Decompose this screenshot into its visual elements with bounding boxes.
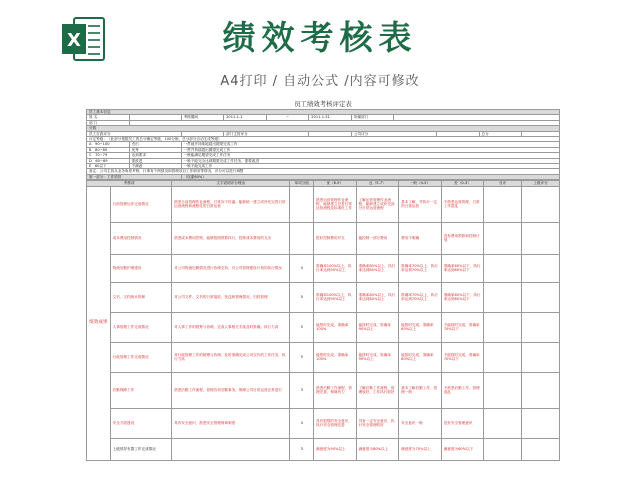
kpi-score: 3 xyxy=(290,438,314,460)
kpi-manager-score[interactable] xyxy=(522,438,560,460)
section-basic-info: 员工基本信息 xyxy=(87,110,560,115)
remark-note: 备注：公司主管从业务角度考核，行事有个例情况和管理项目工作职务等情况，评分可以进行调整 xyxy=(87,169,560,174)
kpi-score: 4 xyxy=(290,254,314,282)
period-dash: ~ xyxy=(266,115,309,120)
kpi-excellent: 能按时完成，准确率100% xyxy=(314,342,357,372)
kpi-fair: 满意度为70%以上 xyxy=(399,438,442,460)
grade-range: B 80~89 xyxy=(87,147,130,152)
kpi-item: 人事管理工作完成情况 xyxy=(110,312,171,342)
grade-name: 需改进 xyxy=(129,158,181,163)
kpi-manager-score[interactable] xyxy=(522,372,560,408)
kpi-good: 准确率80%以上，执行率达到80%以上 xyxy=(356,282,399,312)
section-score: 分数 xyxy=(87,126,560,131)
kpi-poor: 满意度为60%以下 xyxy=(441,438,484,460)
kpi-item: 行政管理工作完成情况 xyxy=(110,342,171,372)
kpi-fair: 准确率70%以上，执行率达到70%以上 xyxy=(399,282,442,312)
col-header-score: 单项分值 xyxy=(290,181,314,186)
total-score-label: 总分 xyxy=(479,131,522,136)
table-row xyxy=(87,312,560,342)
kpi-fair: 准确率70%以上，执行率达到70%以上 xyxy=(399,254,442,282)
kpi-good: 满意度为80%以上 xyxy=(356,438,399,460)
period-label: 考核期间 xyxy=(181,115,224,120)
table-row xyxy=(87,438,560,460)
grade-name: 达到要求 xyxy=(129,153,181,158)
kpi-score xyxy=(290,186,314,222)
kpi-fair: 基本了解后勤工作，管理一般 xyxy=(399,372,442,408)
kpi-item: 日前管理运作完成情况 xyxy=(110,186,171,222)
kpi-self-score[interactable] xyxy=(484,408,522,438)
table-row xyxy=(87,186,560,222)
grade-desc: 一般不能完成工作 xyxy=(181,164,559,169)
self-score-label: 员工自我评分 xyxy=(87,131,182,136)
table-row xyxy=(87,282,560,312)
grade-desc: 一般能满足期望完成工作任务 xyxy=(181,153,559,158)
table-row xyxy=(87,222,560,254)
kpi-self-score[interactable] xyxy=(484,312,522,342)
kpi-self-score[interactable] xyxy=(484,282,522,312)
grade-name: 不满意 xyxy=(129,164,181,169)
kpi-good: 了解运营管理作业流程，能够建立或补充部分日常运营流程 xyxy=(356,186,399,222)
kpi-manager-score[interactable] xyxy=(522,312,560,342)
name-label: 姓 名 xyxy=(87,115,130,120)
kpi-manager-score[interactable] xyxy=(522,408,560,438)
col-header-desc: 文字说明评分理由 xyxy=(172,181,290,186)
kpi-poor: 没有安全管理意识 xyxy=(441,408,484,438)
kpi-score: 5 xyxy=(290,312,314,342)
kpi-desc: 对行政管理工作的统筹与协调，及时准确完成公司交代的工作任务，执行力高 xyxy=(172,342,290,372)
col-header-excellent: 优（8-9） xyxy=(314,181,357,186)
dept-label: 部 门 xyxy=(87,120,130,125)
kpi-manager-score[interactable] xyxy=(522,282,560,312)
kpi-good: 具有一定安全意识，执行安全管理较好 xyxy=(356,408,399,438)
kpi-desc: 熟悉日前管理作业流程，日常向下传逼。能够统一建立或补充完善日常运营流程和流程化的日常运营 xyxy=(172,186,290,222)
kpi-fair: 安全意识一般 xyxy=(399,408,442,438)
logo-letter: X xyxy=(67,30,81,51)
grade-desc: 一般不能完全达到期望完成工作任务，需要改进 xyxy=(181,158,559,163)
group-label: 绩效成果 xyxy=(87,186,111,460)
grade-range: A 90~100 xyxy=(87,142,130,147)
kpi-fair: 能按时完成，准确率80%以上 xyxy=(399,312,442,342)
kpi-good: 了解后勤工作流程，管理较好，工作执行较好 xyxy=(356,372,399,408)
kpi-desc: 对公司物流后勤情况进行协调支持，对公司管理建设计划的执行情况 xyxy=(172,254,290,282)
table-row xyxy=(87,372,560,408)
grade-range: C 70~79 xyxy=(87,153,130,158)
form-header-table xyxy=(86,100,560,180)
kpi-desc: 对人事工作的统筹与协调，完成人事相关手续及时准确，执行力高 xyxy=(172,312,290,342)
kpi-self-score[interactable] xyxy=(484,222,522,254)
period-to[interactable]: 2011-1-31 xyxy=(309,115,352,120)
kpi-excellent: 熟悉运营管理作业流程，能够建立完善日常运营流程及标准化工作 xyxy=(314,186,357,222)
kpi-poor: 不熟悉运营管理，日常工作混乱 xyxy=(441,186,484,222)
kpi-self-score[interactable] xyxy=(484,186,522,222)
kpi-manager-score[interactable] xyxy=(522,342,560,372)
col-header-self: 自评 xyxy=(484,181,522,186)
kpi-good: 准确率80%以上，执行率达到80%以上 xyxy=(356,254,399,282)
kpi-self-score[interactable] xyxy=(484,438,522,460)
kpi-item: 物流后勤护理建设 xyxy=(110,254,171,282)
part1-weight: （权重60%） xyxy=(181,174,559,179)
table-row xyxy=(87,408,560,438)
table-row xyxy=(87,254,560,282)
grade-desc: 一贯地并持续地超出期望完成工作 xyxy=(181,142,559,147)
kpi-desc: 熟悉后勤工作流程，管理各项后勤事务，保障公司日常运营正常进行 xyxy=(172,372,290,408)
grade-range: E 60以下 xyxy=(87,164,130,169)
kpi-excellent: 准确率100%以上，执行率达到90%以上 xyxy=(314,282,357,312)
kpi-item: 文书、文档统计管理 xyxy=(110,282,171,312)
grade-desc: 一贯并持续超出期望完成工作 xyxy=(181,147,559,152)
kpi-self-score[interactable] xyxy=(484,372,522,408)
kpi-fair: 基本了解，并执行一定的日常运营 xyxy=(399,186,442,222)
kpi-score xyxy=(290,222,314,254)
period-from[interactable]: 2011-1-1 xyxy=(224,115,267,120)
kpi-item: 安全方面建设 xyxy=(110,408,171,438)
col-header-poor: 差（0-3） xyxy=(441,181,484,186)
manager-score-label: 部门主管评分 xyxy=(224,131,309,136)
kpi-desc: 具有安全意识，熟悉安全管理规章制度 xyxy=(172,408,290,438)
kpi-manager-score[interactable] xyxy=(522,186,560,222)
kpi-item: 成本费用控制情况 xyxy=(110,222,171,254)
sheet-title: 员工绩效考核评定表 xyxy=(294,100,352,109)
kpi-rows xyxy=(87,186,560,460)
grade-name: 杰出 xyxy=(129,142,181,147)
kpi-good: 能控制一部分费用 xyxy=(356,222,399,254)
kpi-desc: 熟悉成本费用控制，能够按照预算执行，控制成本费用的支出 xyxy=(172,222,290,254)
kpi-item: 上级领导布置工作完成情况 xyxy=(110,438,171,460)
kpi-fair: 能按时完成，准确率80%以上 xyxy=(399,342,442,372)
kpi-item: 后勤保障工作 xyxy=(110,372,171,408)
hero-banner xyxy=(0,0,640,100)
kpi-manager-score[interactable] xyxy=(522,254,560,282)
kpi-manager-score[interactable] xyxy=(522,222,560,254)
page-title: 绩效考核表 xyxy=(222,18,418,57)
kpi-poor: 不能按时完成，准确率70%以下 xyxy=(441,312,484,342)
kpi-desc xyxy=(172,438,290,460)
kpi-excellent: 准确率100%以上，执行率达到90%以上 xyxy=(314,254,357,282)
kpi-score: 3 xyxy=(290,372,314,408)
grade-name: 优秀 xyxy=(129,147,181,152)
kpi-excellent: 很好控制费用开支 xyxy=(314,222,357,254)
kpi-good: 能按时完成，准确率90%以上 xyxy=(356,342,399,372)
kpi-self-score[interactable] xyxy=(484,254,522,282)
kpi-self-score[interactable] xyxy=(484,342,522,372)
kpi-score: 5 xyxy=(290,282,314,312)
kpi-good: 能按时完成，准确率90%以上 xyxy=(356,312,399,342)
kpi-score: 4 xyxy=(290,408,314,438)
kpi-poor: 准确率60%以下，执行率达到60%以下 xyxy=(441,254,484,282)
kpi-excellent: 具有很强的安全意识，执行安全管理完善 xyxy=(314,408,357,438)
rating-rule-note: 评定等级：（此部分根据员工的总分确定等级，100分制，总分部分自动生成等级） xyxy=(87,137,560,142)
grade-range: D 60~69 xyxy=(87,158,130,163)
kpi-excellent: 能按时完成，准确率100% xyxy=(314,312,357,342)
col-header-manager: 上级评分 xyxy=(522,181,560,186)
kpi-poor: 不熟悉后勤工作，管理混乱 xyxy=(441,372,484,408)
unit-label: 所属部门 xyxy=(351,115,394,120)
kpi-poor: 准确率60%以下，执行率达到60%以下 xyxy=(441,282,484,312)
kpi-excellent: 熟悉后勤工作流程，管理完善，保障有力 xyxy=(314,372,357,408)
kpi-excellent: 满意度为90%以上 xyxy=(314,438,357,460)
company-score-label: 公司评分 xyxy=(351,131,436,136)
kpi-poor: 不能按时完成，准确率70%以下 xyxy=(441,342,484,372)
kpi-score: 5 xyxy=(290,342,314,372)
kpi-desc: 对公司文件、文书的日常接收，发送和管理情况，归档管理 xyxy=(172,282,290,312)
col-header-good: 良（5-7） xyxy=(356,181,399,186)
table-row xyxy=(87,342,560,372)
kpi-fair: 费用不明确 xyxy=(399,222,442,254)
col-header-item: 考核项 xyxy=(87,181,172,186)
col-header-fair: 一般（4-5） xyxy=(399,181,442,186)
section-part1: 第一部分：工作绩效 xyxy=(87,174,182,179)
kpi-poor: 没有费用预算和控制计划 xyxy=(441,222,484,254)
page-subtitle: A4打印 / 自动公式 /内容可修改 xyxy=(220,74,420,89)
spreadsheet xyxy=(86,100,560,480)
kpi-table xyxy=(86,180,560,460)
